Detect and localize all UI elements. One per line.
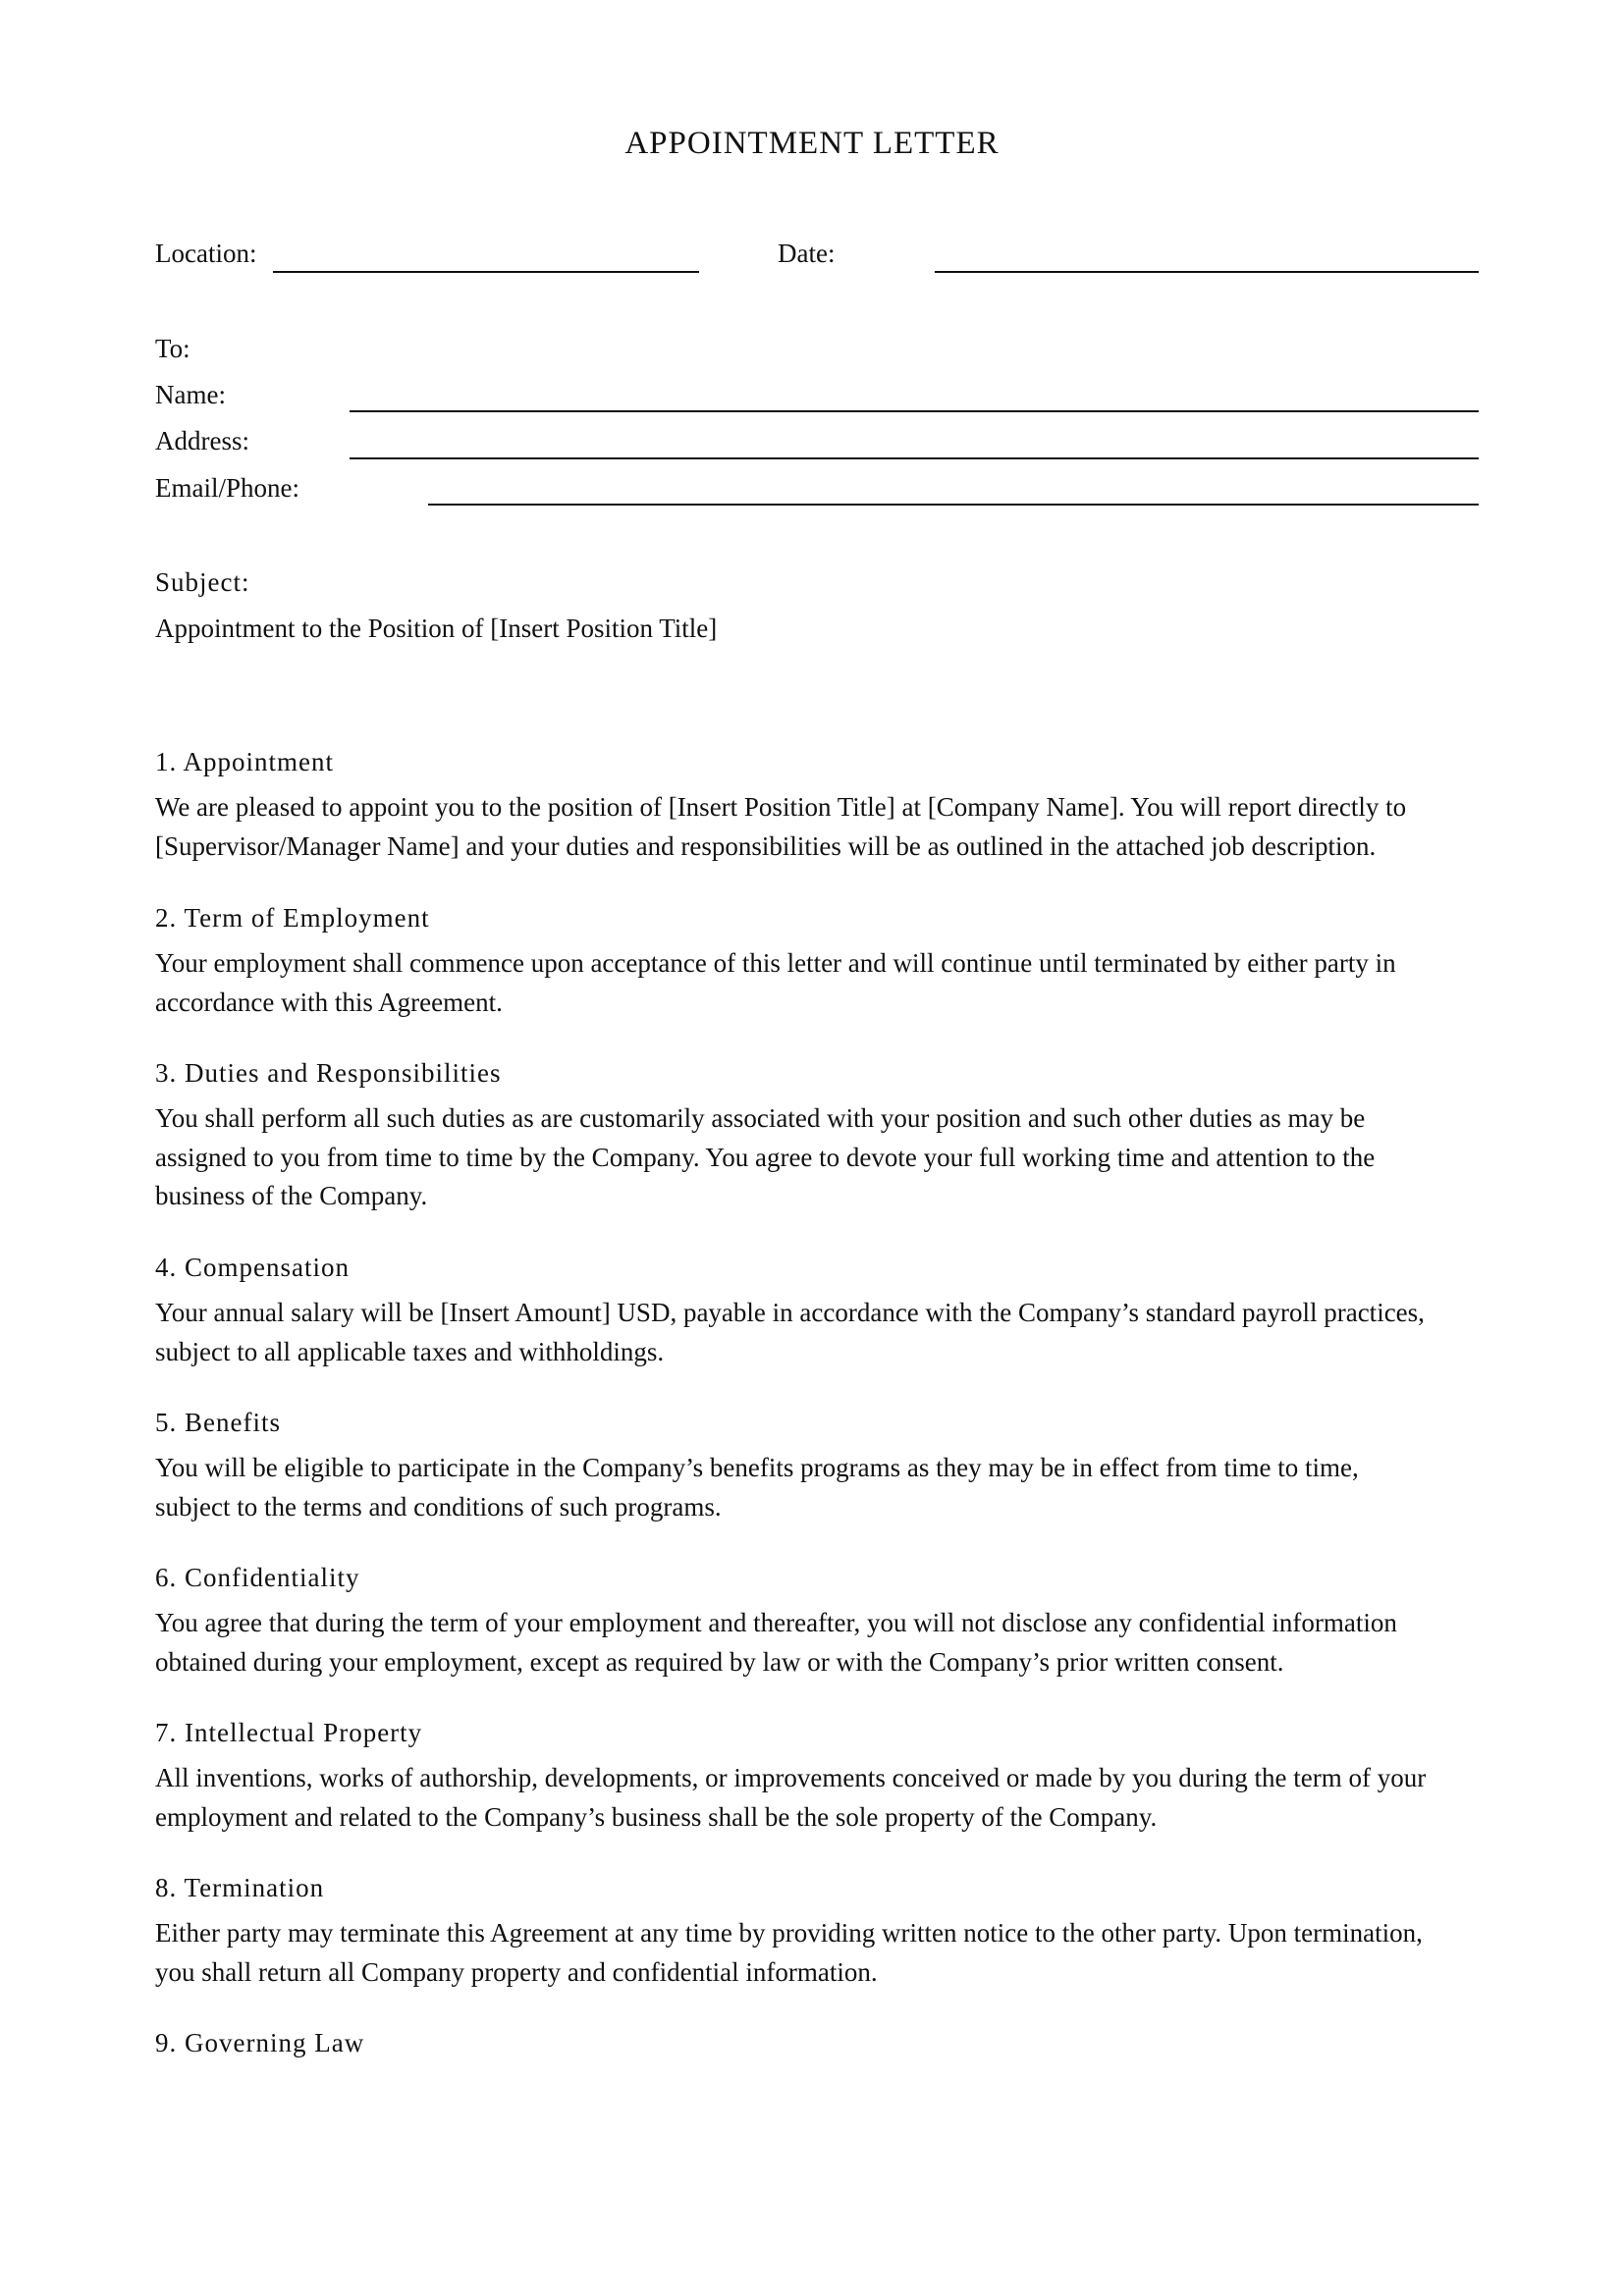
document-title: APPOINTMENT LETTER [624,126,1000,161]
section-line: You will be eligible to participate in the Company’s benefits programs as they may be in effect from time to time, [155,1453,1359,1482]
section-heading-confidentiality: 6. Confidentiality [155,1563,360,1592]
section-body-appointment [155,788,1481,866]
section-line: subject to all applicable taxes and withholdings. [155,1336,665,1366]
section-line: you shall return all Company property and confidential information. [155,1956,878,1987]
section-heading-duties: 3. Duties and Responsibilities [155,1058,502,1088]
section-body-intellectual-property [155,1759,1481,1837]
name-label: Name: [155,380,226,409]
section-body-benefits [155,1449,1481,1526]
section-line: All inventions, works of authorship, developments, or improvements conceived or made by you during the term of your [155,1763,1427,1792]
section-line: assigned to you from time to time by the Company. You agree to devote your full working time and attention to the [155,1142,1376,1172]
date-field-line[interactable] [935,271,1479,273]
section-line: Your employment shall commence upon acceptance of this letter and will continue until terminated by either party in [155,948,1396,978]
section-body-compensation [155,1294,1481,1371]
section-heading-compensation: 4. Compensation [155,1253,350,1282]
section-line: Either party may terminate this Agreement at any time by providing written notice to the other party. Upon termination, [155,1918,1423,1948]
email-phone-label: Email/Phone: [155,473,299,503]
location-label: Location: [155,239,257,268]
section-body-term-of-employment [155,944,1481,1022]
location-field-line[interactable] [273,271,699,273]
address-label: Address: [155,426,249,455]
section-body-confidentiality [155,1604,1481,1682]
to-label: To: [155,334,190,363]
date-label: Date: [778,239,836,268]
email-phone-field-line[interactable] [428,504,1479,506]
section-line: accordance with this Agreement. [155,987,503,1017]
section-line: You shall perform all such duties as are customarily associated with your position and such other duties as may be [155,1103,1366,1133]
section-line: business of the Company. [155,1181,428,1210]
section-line: subject to the terms and conditions of such programs. [155,1491,722,1522]
section-line: You agree that during the term of your employment and thereafter, you will not disclose any confidential information [155,1608,1397,1637]
section-heading-intellectual-property: 7. Intellectual Property [155,1718,423,1747]
subject-text: Appointment to the Position of [Insert Position Title] [155,614,718,643]
section-heading-appointment: 1. Appointment [155,747,334,776]
section-line: obtained during your employment, except as required by law or with the Company’s prior written consent. [155,1646,1284,1677]
section-line: employment and related to the Company’s business shall be the sole property of the Company. [155,1801,1158,1832]
section-line: [Supervisor/Manager Name] and your duties and responsibilities will be as outlined in the attached job description. [155,830,1377,861]
name-field-line[interactable] [350,410,1479,412]
section-heading-benefits: 5. Benefits [155,1408,281,1437]
address-field-line[interactable] [350,457,1479,459]
subject-label: Subject: [155,567,250,597]
section-heading-termination: 8. Termination [155,1873,325,1902]
section-body-termination [155,1914,1481,1992]
section-heading-governing-law: 9. Governing Law [155,2028,365,2057]
section-heading-term-of-employment: 2. Term of Employment [155,903,430,933]
section-body-duties [155,1099,1481,1216]
section-line: Your annual salary will be [Insert Amount] USD, payable in accordance with the Company’s standard payroll practices, [155,1298,1425,1327]
section-line: We are pleased to appoint you to the position of [Insert Position Title] at [Company Name]. You will report directly to [155,792,1407,822]
